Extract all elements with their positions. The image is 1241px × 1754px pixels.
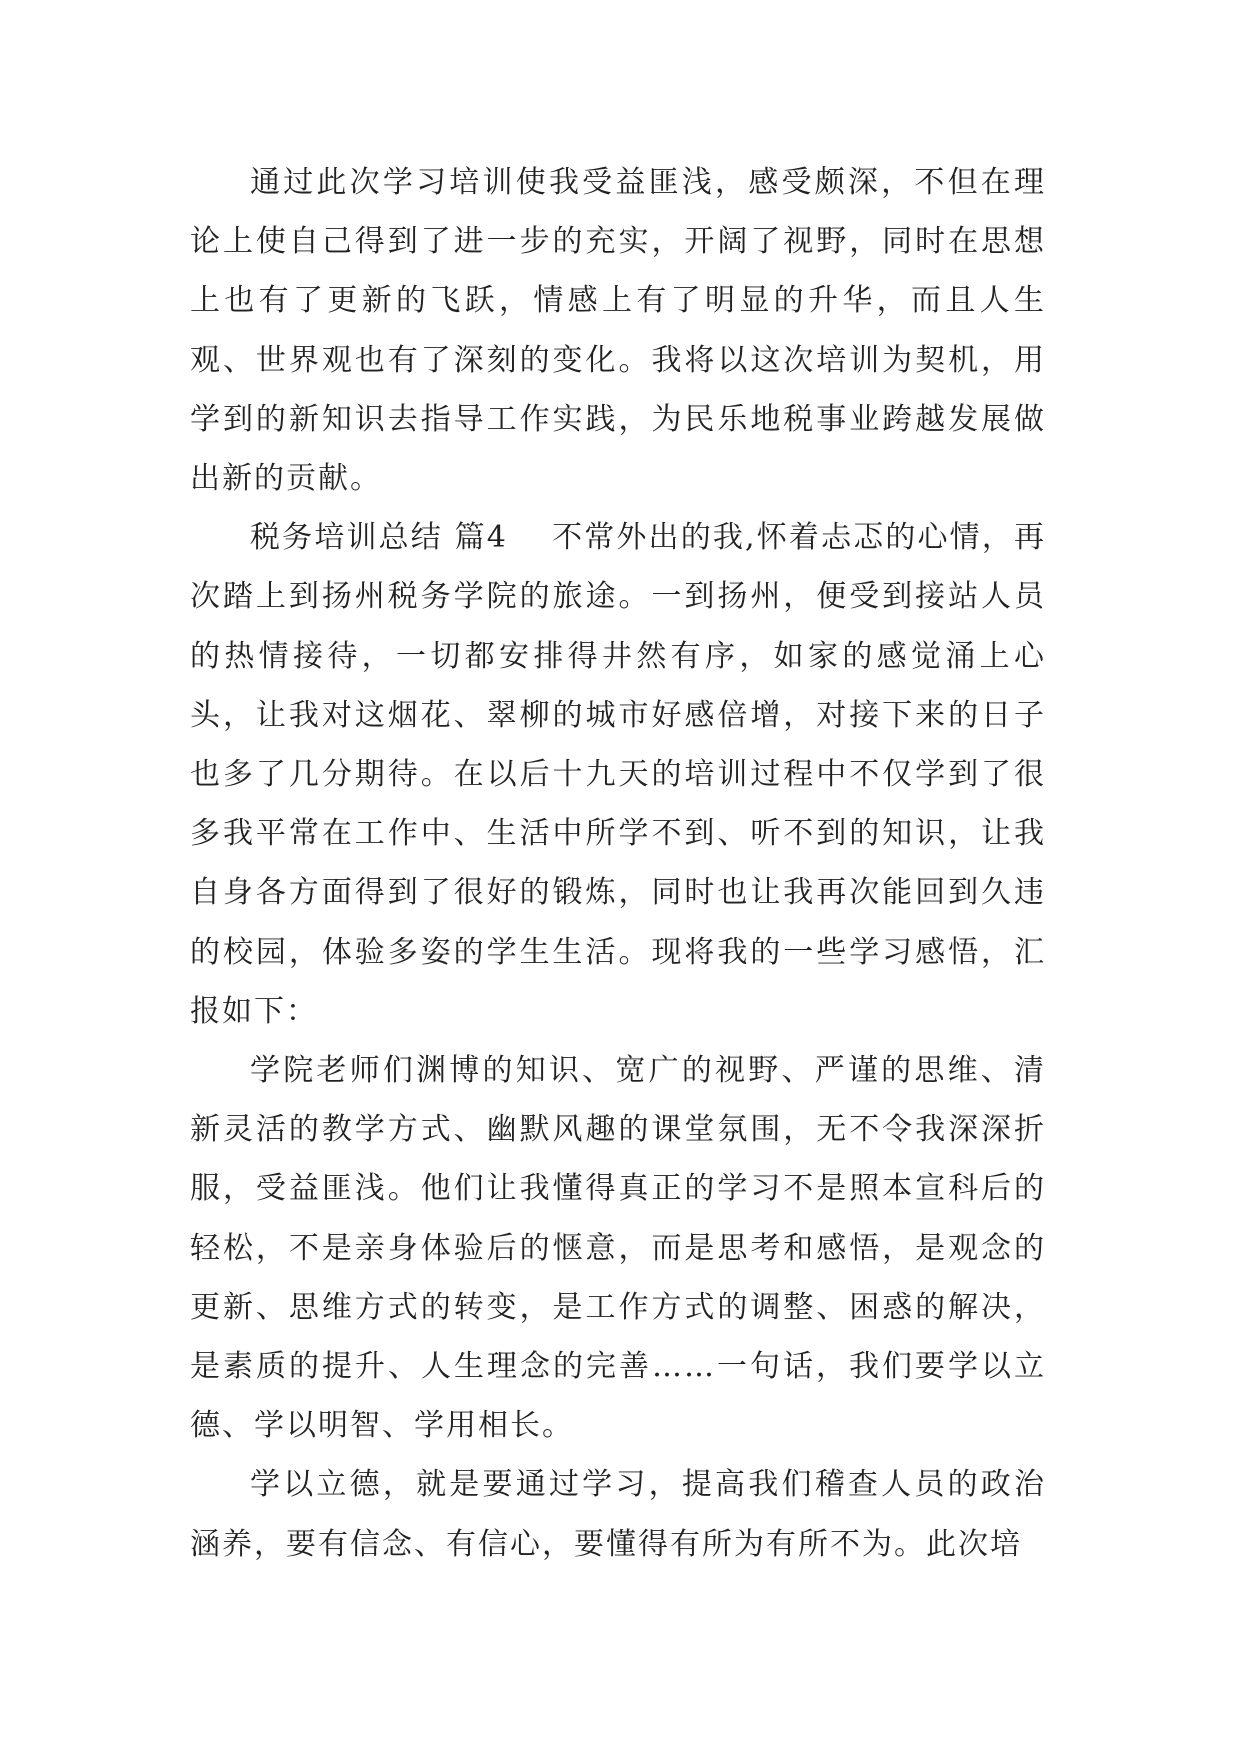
paragraph-training-benefits: 通过此次学习培训使我受益匪浅，感受颇深，不但在理论上使自己得到了进一步的充实，开阔了视野，同时在思想上也有了更新的飞跃，情感上有了明显的升华，而且人生观、世界观也有了深刻的变化。我将以这次培训为契机，用学到的新知识去指导工作实践，为民乐地税事业跨越发展做出新的贡献。 <box>190 165 1046 497</box>
section-heading: 税务培训总结 篇4 <box>250 520 508 556</box>
section-intro-text: 不常外出的我,怀着忐忑的心情，再次踏上到扬州税务学院的旅途。一到扬州，便受到接站人员的热情接待，一切都安排得井然有序，如家的感觉涌上心头，让我对这烟花、翠柳的城市好感倍增，对接下来的日子也多了几分期待。在以后十九天的培训过程中不仅学到了很多我平常在工作中、生活中所学不到、听不到的知识，让我自身各方面得到了很好的锻炼，同时也让我再次能回到久违的校园，体验多姿的学生生活。现将我的一些学习感悟，汇报如下： <box>190 520 1046 1029</box>
paragraph-learning-virtue: 学以立德，就是要通过学习，提高我们稽查人员的政治涵养，要有信念、有信心，要懂得有所为有所不为。此次培 <box>190 1467 1046 1562</box>
paragraph-teachers: 学院老师们渊博的知识、宽广的视野、严谨的思维、清新灵活的教学方式、幽默风趣的课堂氛围，无不令我深深折服，受益匪浅。他们让我懂得真正的学习不是照本宣科后的轻松，不是亲身体验后的惬意，而是思考和感悟，是观念的更新、思维方式的转变，是工作方式的调整、困惑的解决，是素质的提升、人生理念的完善……一句话，我们要学以立德、学以明智、学用相长。 <box>190 1053 1046 1444</box>
document-body <box>190 153 1046 1574</box>
paragraph-section-4 <box>190 508 1046 1041</box>
